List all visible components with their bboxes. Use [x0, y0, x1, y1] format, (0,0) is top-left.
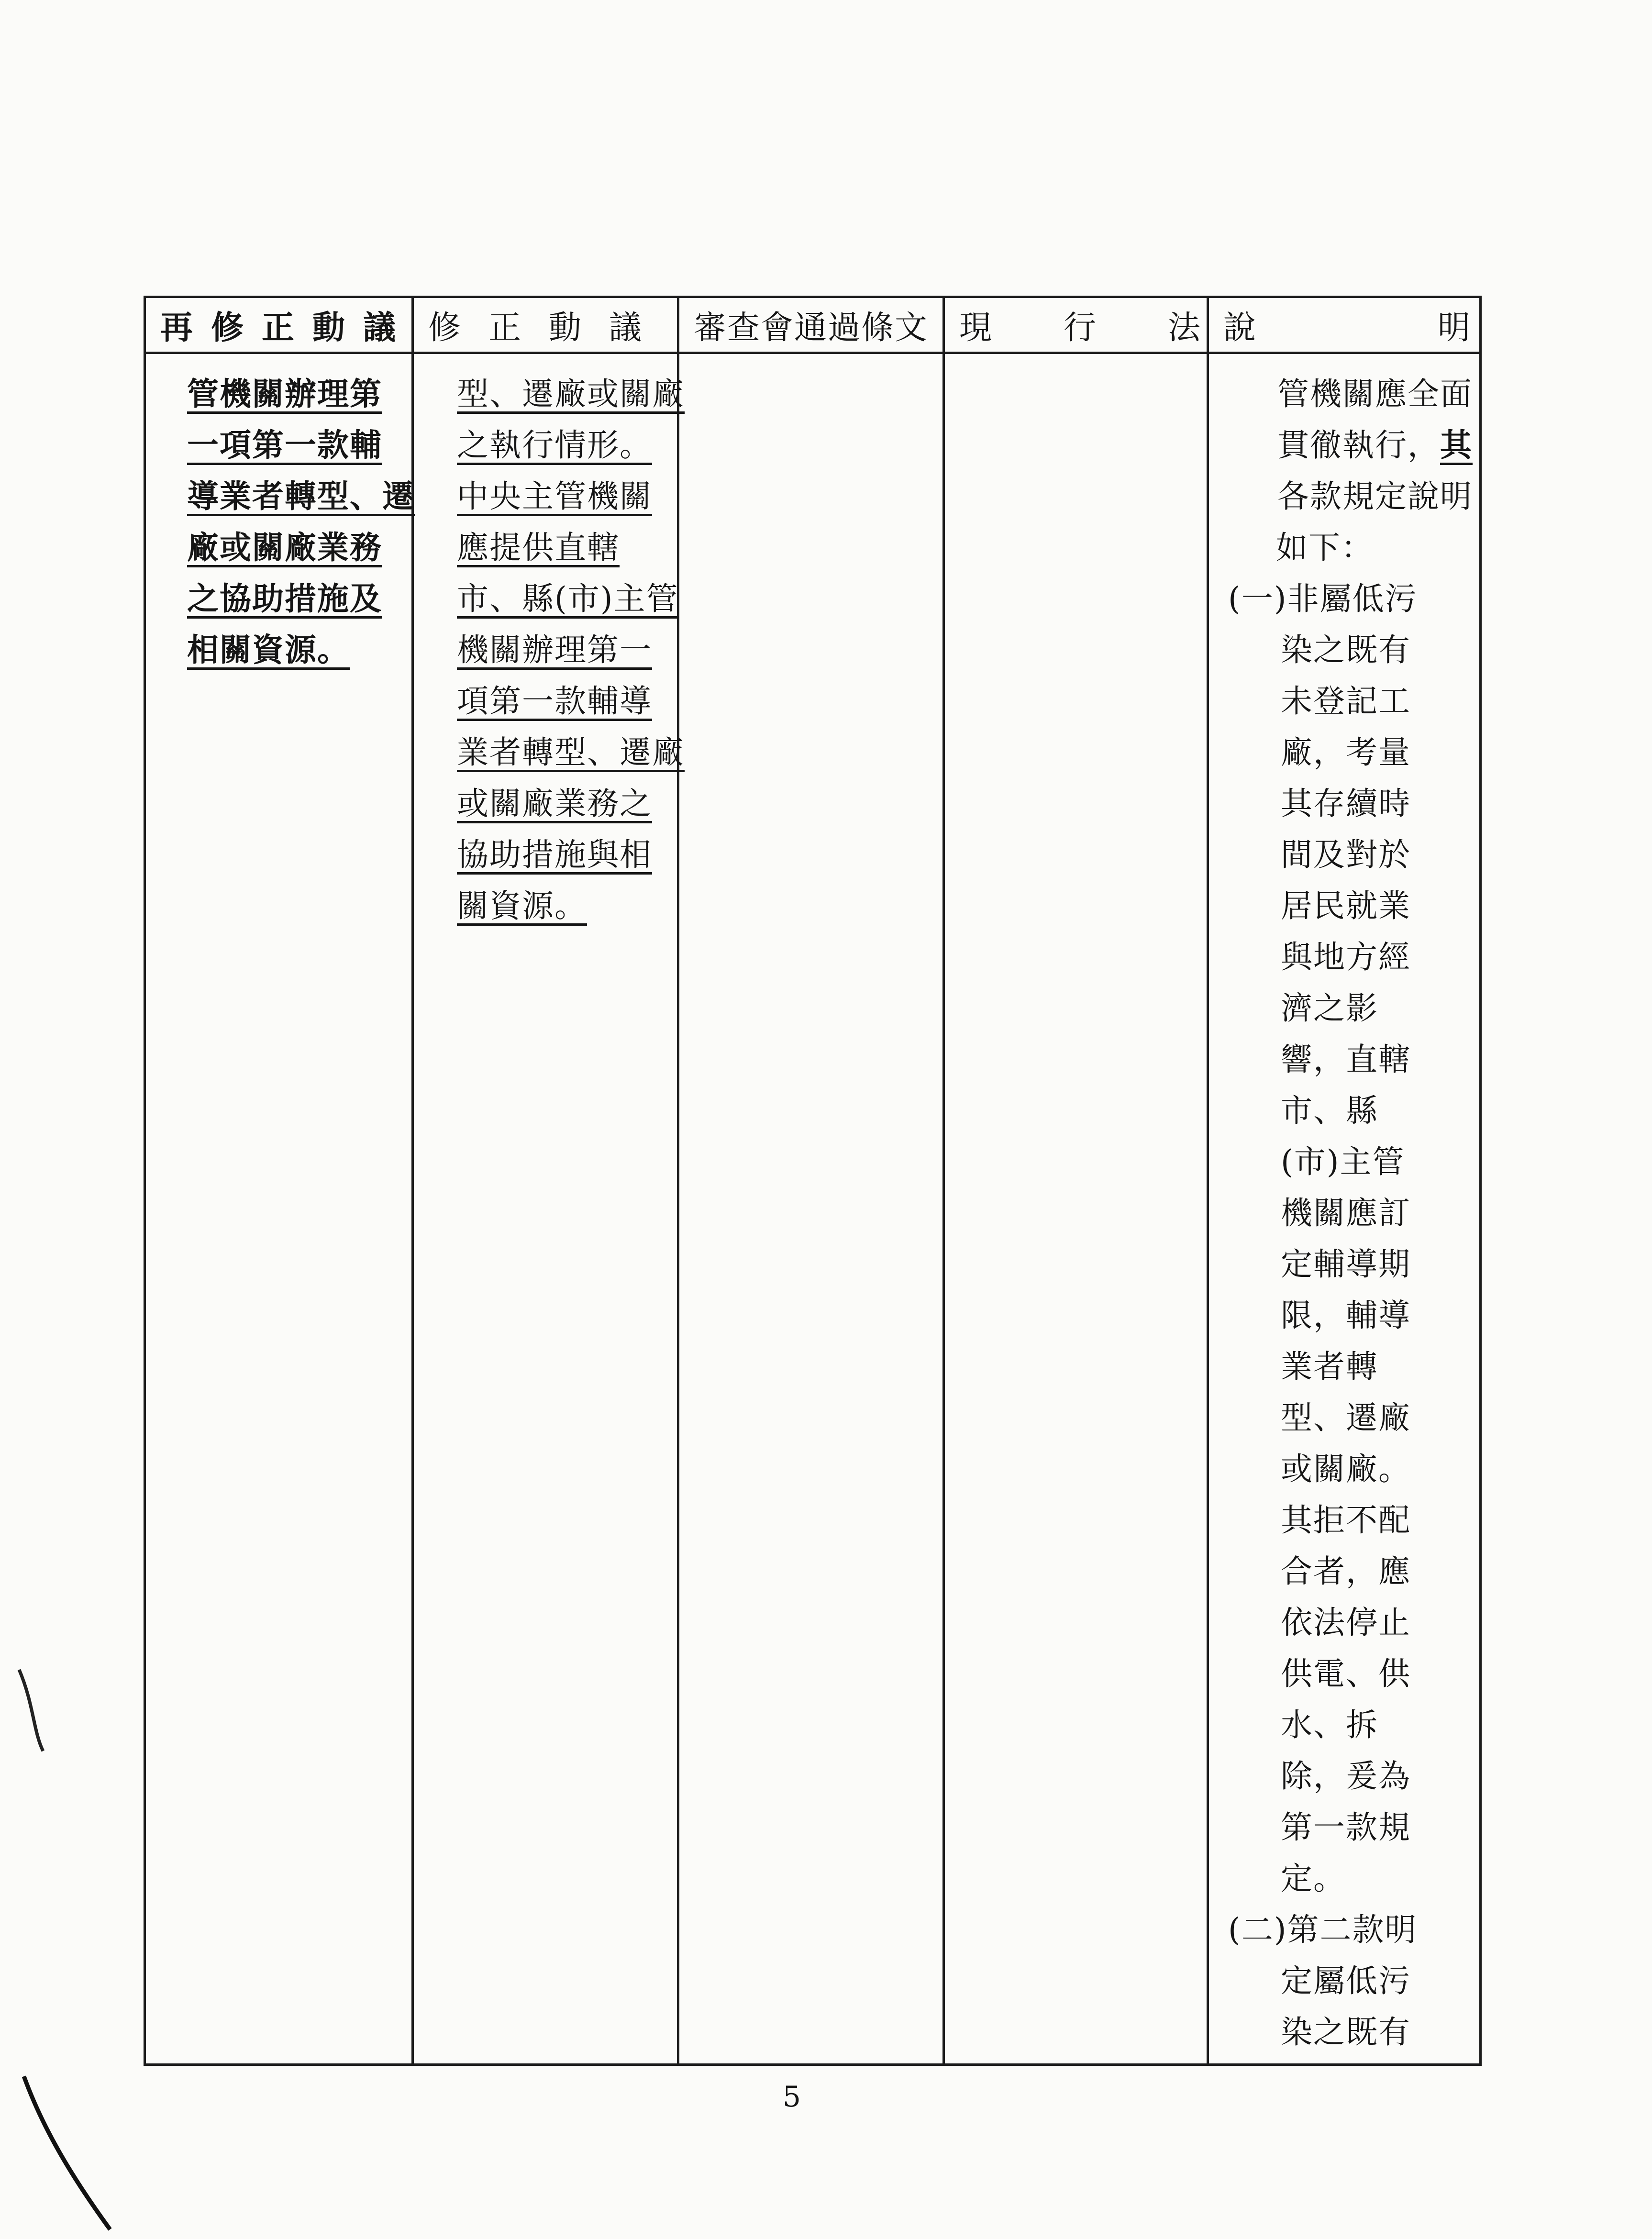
text-line: 或關廠業務之 — [457, 785, 652, 822]
column-text — [414, 354, 685, 931]
cell-committee-text — [678, 353, 944, 2065]
scan-artifact-mark — [14, 1665, 48, 1756]
column-text — [1209, 354, 1479, 2058]
text-line: 廠或關廠業務 — [187, 529, 382, 566]
text-line: 染之既有 — [1281, 2014, 1411, 2051]
text-line: 型、遷廠 — [1281, 1399, 1411, 1436]
text-line: 第一款規 — [1281, 1809, 1411, 1846]
text-line — [1209, 420, 1479, 471]
text-line: 導業者轉型、遷 — [187, 477, 415, 515]
header-resubmitted-motion — [145, 297, 413, 353]
text-line: 定輔導期 — [1281, 1246, 1411, 1283]
text-line: 管機關應全面 — [1277, 376, 1473, 412]
header-label: 修正動議 — [428, 309, 670, 347]
text-line: 市、縣 — [1281, 1092, 1378, 1129]
text-line: 限，輔導 — [1281, 1297, 1411, 1334]
text-line: 一項第一款輔 — [187, 426, 382, 464]
text-line: 協助措施與相 — [457, 836, 652, 873]
text-line: 各款規定說明 — [1277, 478, 1473, 515]
column-text — [945, 354, 1207, 368]
text-line: 其拒不配 — [1281, 1502, 1411, 1539]
text-line: 如下： — [1276, 529, 1374, 566]
header-explanation — [1208, 297, 1652, 353]
text-line: 廠，考量 — [1281, 734, 1411, 771]
text-line: 其存續時 — [1281, 785, 1411, 822]
text-line: 間及對於 — [1281, 836, 1411, 873]
header-label: 審查會通過條文 — [694, 309, 929, 347]
text-line: 水、拆 — [1281, 1707, 1378, 1743]
header-amendment-motion — [413, 297, 678, 353]
column-text — [679, 354, 942, 368]
text-line: 機關辦理第一 — [457, 632, 652, 668]
text-line: 濟之影 — [1281, 990, 1378, 1027]
text-line: 除，爰為 — [1281, 1758, 1411, 1795]
text-line: 響，直轄 — [1281, 1041, 1411, 1078]
scan-artifact-mark — [19, 2072, 115, 2234]
header-label: 說明 — [1223, 309, 1652, 347]
text-line: 染之既有 — [1281, 632, 1411, 668]
header-committee-text — [678, 297, 944, 353]
cell-explanation — [1208, 353, 1481, 2065]
header-row — [145, 297, 1481, 353]
cell-amendment-motion — [413, 353, 685, 2065]
column-text — [146, 354, 415, 676]
text-fragment: 貫徹執行， — [1277, 427, 1440, 464]
text-line: 居民就業 — [1281, 887, 1411, 924]
comparison-table — [144, 296, 1652, 2066]
text-line: 未登記工 — [1281, 683, 1411, 720]
text-line: 業者轉型、遷廠 — [457, 734, 685, 771]
text-line: 機關應訂 — [1281, 1195, 1411, 1231]
cell-resubmitted-motion — [145, 353, 413, 2065]
text-line: 與地方經 — [1281, 939, 1411, 975]
header-label: 現行法 — [959, 309, 1273, 347]
header-current-law — [944, 297, 1273, 353]
body-row — [145, 353, 1481, 2065]
header-label: 再修正動議 — [160, 308, 414, 347]
cell-current-law — [944, 353, 1208, 2065]
text-line: 管機關辦理第 — [187, 375, 382, 412]
text-line: 型、遷廠或關廠 — [457, 376, 685, 412]
emphasized-text: 其 — [1440, 426, 1473, 464]
text-line: 業者轉 — [1281, 1348, 1378, 1385]
text-line: (市)主管 — [1281, 1143, 1405, 1180]
text-line: 合者，應 — [1281, 1553, 1411, 1590]
text-line: 之協助措施及 — [187, 580, 382, 617]
text-line: 關資源。 — [457, 887, 587, 924]
text-line: 定。 — [1281, 1860, 1346, 1897]
list-item: (一)非屬低污 — [1228, 580, 1418, 617]
text-line: 中央主管機關 — [457, 478, 652, 515]
text-line: 供電、供 — [1281, 1655, 1411, 1692]
text-line: 或關廠。 — [1281, 1451, 1411, 1487]
text-line: 之執行情形。 — [457, 427, 652, 464]
text-line: 市、縣(市)主管 — [457, 580, 679, 617]
page-number: 5 — [782, 2080, 801, 2114]
list-item: (二)第二款明 — [1228, 1911, 1418, 1948]
text-line: 項第一款輔導 — [457, 683, 652, 720]
text-line: 依法停止 — [1281, 1604, 1411, 1641]
text-line: 定屬低污 — [1281, 1962, 1411, 1999]
text-line: 相關資源。 — [187, 631, 350, 668]
text-line: 應提供直轄 — [457, 529, 620, 566]
